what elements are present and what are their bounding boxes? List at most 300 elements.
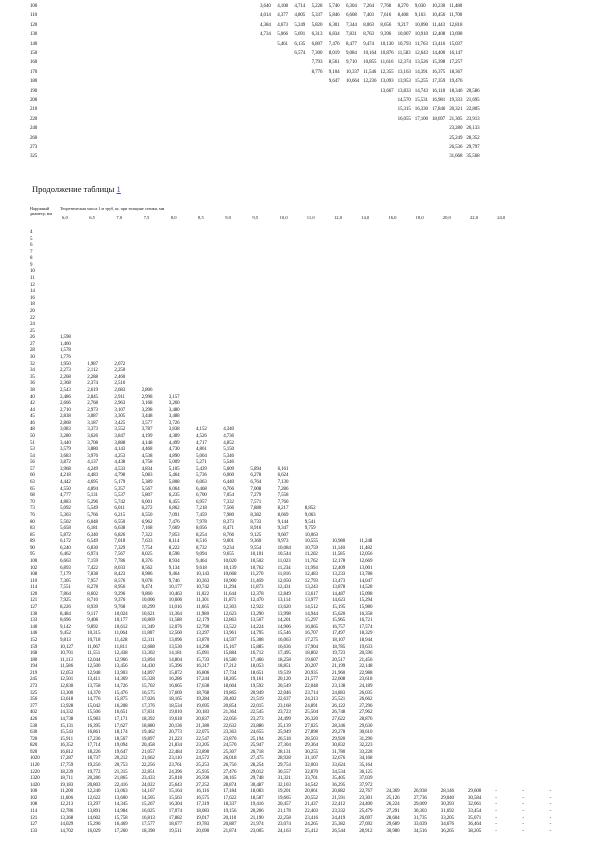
mass-cell: 25,307 (223, 749, 237, 755)
mass-cell: 18,677 (168, 822, 182, 828)
mass-cell: 29,600 (468, 789, 482, 795)
mass-cell: 16,712 (250, 651, 264, 657)
mass-cell: 25,139 (277, 723, 291, 729)
mass-cell: 15,911 (60, 736, 73, 742)
mass-cell: 2,368 (60, 381, 71, 387)
mass-cell: 7,054 (223, 493, 234, 499)
mass-cell: 8,710 (87, 598, 98, 604)
mass-cell: 13,903 (114, 670, 128, 676)
mass-cell: 12,311 (141, 637, 155, 643)
mass-cell: 23,110 (168, 756, 182, 762)
mass-cell: 14,505 (141, 795, 155, 801)
mass-cell: 13,758 (87, 684, 101, 690)
diameter-cell: 1020 (30, 756, 40, 762)
mass-cell: 10,127 (60, 644, 74, 650)
diameter-cell: 24 (30, 322, 35, 328)
mass-cell: 7,286 (277, 486, 289, 492)
mass-cell: 14,298 (196, 644, 210, 650)
mass-cell: 8,939 (87, 605, 98, 611)
mass-cell: 33,701 (304, 776, 318, 782)
mass-cell: 7,422 (87, 565, 98, 571)
diameter-cell: 102 (30, 565, 38, 571)
mass-cell: 27,736 (413, 795, 427, 801)
mass-cell: 7,669 (168, 526, 180, 532)
diameter-cell: 90 (30, 545, 35, 551)
mass-cell: 17,734 (223, 670, 237, 676)
mass-cell: 18,258 (277, 657, 291, 663)
diameter-cell: 190 (30, 88, 38, 94)
diameter-cell: 1320 (30, 776, 40, 782)
mass-cell: 15,546 (277, 631, 291, 637)
mass-cell: 10,063 (304, 532, 318, 538)
mass-cell: 23,714 (304, 690, 318, 696)
mass-cell: 26,697 (359, 815, 373, 821)
mass-cell: 5,271 (196, 460, 207, 466)
mass-cell: 22,412 (332, 802, 346, 808)
mass-cell: 18,785 (332, 644, 346, 650)
mass-cell: 5,740 (328, 4, 340, 9)
mass-cell: 15,167 (223, 644, 237, 650)
mass-cell: 10,090 (414, 22, 428, 28)
mass-cell: 23,301 (359, 795, 373, 801)
mass-cell: 18,567 (114, 736, 128, 742)
mass-cell: 21,519 (250, 697, 264, 703)
diameter-cell: 14 (30, 289, 35, 295)
mass-cell: 28,503 (304, 736, 318, 742)
top-table-row (0, 88, 595, 95)
mass-cell: 18,083 (250, 789, 264, 795)
mass-cell: 5,303 (60, 512, 71, 518)
mass-cell: 12,178 (332, 559, 346, 564)
mass-cell: 19,633 (359, 644, 373, 650)
mass-cell: 15,308 (250, 637, 264, 643)
mass-cell: 12,863 (223, 618, 237, 624)
mass-cell: 20,596 (359, 651, 373, 657)
mass-cell: 14,345 (114, 802, 128, 808)
diameter-cell: 46 (30, 420, 35, 426)
mass-cell: 5,537 (114, 493, 126, 499)
mass-cell: 18,651 (250, 670, 264, 676)
mass-cell: 29,364 (304, 743, 318, 749)
mass-cell: 9,452 (60, 631, 71, 637)
mass-cell: 15,328 (141, 677, 155, 683)
mass-cell: 10,621 (141, 611, 155, 617)
mass-cell: 17,627 (114, 723, 128, 729)
mass-cell: 1,987 (87, 361, 98, 367)
mass-cell: 16,636 (277, 644, 291, 650)
table-header (30, 204, 570, 226)
mass-cell: 6,638 (114, 526, 126, 532)
mass-cell: 25,521 (332, 697, 346, 703)
mass-cell: 32,003 (304, 762, 318, 768)
diameter-cell: 159 (30, 644, 38, 650)
mass-cell: 29,920 (332, 736, 346, 742)
mass-cell: 14,776 (87, 697, 101, 703)
mass-cell: 11,022 (196, 591, 209, 597)
mass-cell: 4,438 (114, 460, 126, 466)
mass-cell: 20,120 (277, 677, 291, 683)
mass-cell: 4,253 (114, 453, 126, 459)
mass-cell: - (522, 795, 524, 801)
mass-cell: 19,256 (87, 762, 101, 768)
mass-cell: 26,662 (359, 697, 373, 703)
mass-cell: 3,626 (87, 433, 98, 439)
table-continuation-title (32, 184, 121, 194)
mass-cell: 30,584 (468, 795, 482, 801)
mass-cell: 11,482 (359, 545, 373, 551)
mass-cell: 27,296 (359, 703, 373, 709)
mass-cell: 3,083 (60, 427, 71, 433)
mass-cell: 5,872 (60, 532, 71, 538)
mass-cell: 3,872 (60, 460, 71, 466)
mass-cell: 22,484 (168, 749, 182, 755)
mass-cell: 9,396 (380, 32, 392, 38)
mass-cell: - (549, 802, 552, 808)
mass-cell: 15,885 (250, 644, 264, 650)
mass-cell: 18,737 (87, 756, 101, 762)
mass-cell: 13,953 (397, 79, 411, 85)
mass-cell: 5,502 (60, 519, 71, 525)
mass-cell: 4,483 (87, 473, 98, 479)
mass-cell: 19,462 (141, 730, 155, 736)
mass-cell: 17,882 (168, 815, 182, 821)
mass-cell: 10,742 (196, 585, 210, 591)
mass-cell: 13,617 (304, 591, 318, 597)
mass-cell: 18,851 (277, 664, 291, 670)
mass-cell: 9,030 (414, 4, 426, 9)
mass-cell: 14,332 (60, 710, 74, 716)
mass-cell: 14,804 (168, 657, 182, 663)
mass-cell: 6,172 (60, 539, 71, 545)
mass-cell: 12,044 (87, 657, 101, 663)
mass-cell: 31,735 (413, 815, 427, 821)
mass-cell: 5,609 (223, 466, 234, 472)
mass-cell: 2,374 (87, 381, 98, 387)
mass-cell: 6,608 (346, 13, 357, 19)
mass-cell: 21,380 (196, 723, 210, 729)
mass-cell: 3,683 (60, 453, 71, 459)
mass-cell: 2,543 (60, 387, 71, 393)
mass-cell: - (522, 809, 524, 815)
mass-cell: 6,550 (114, 519, 126, 525)
mass-cell: 14,400 (432, 51, 446, 56)
mass-cell: 3,480 (168, 407, 180, 413)
mass-cell: 13,870 (196, 637, 210, 643)
mass-cell: - (495, 815, 497, 821)
mass-cell: 16,861 (87, 730, 101, 736)
diameter-cell: 38 (30, 387, 35, 393)
mass-cell: 11,583 (397, 51, 411, 56)
mass-cell: 15,872 (168, 670, 182, 676)
mass-cell: 18,226 (87, 749, 101, 755)
mass-cell: 9,655 (223, 552, 234, 558)
mass-cell: 29,797 (466, 145, 480, 150)
diameter-cell: 8 (30, 256, 33, 262)
mass-cell: 3,708 (87, 440, 98, 446)
mass-cell: 12,790 (196, 624, 210, 630)
mass-cell: 11,016 (168, 605, 182, 611)
mass-cell: 6,064 (168, 486, 180, 492)
mass-cell: 12,849 (277, 591, 291, 597)
mass-cell: 18,053 (250, 664, 264, 670)
mass-cell: 8,382 (250, 512, 262, 518)
mass-cell: 27,622 (332, 716, 346, 722)
mass-cell: - (522, 828, 524, 834)
diameter-cell: 220 (30, 116, 38, 122)
diameter-cell: 60 (30, 473, 35, 479)
mass-cell: 7,980 (223, 512, 234, 518)
mass-cell: 17,260 (114, 828, 128, 834)
mass-cell: 10,701 (60, 651, 74, 657)
mass-cell: 10,980 (332, 539, 346, 545)
mass-cell: 19,416 (250, 802, 264, 808)
mass-cell: 18,604 (223, 684, 237, 690)
mass-cell: 2,112 (87, 368, 98, 374)
diameter-cell: 7 (30, 249, 33, 255)
mass-cell: 25,643 (168, 782, 182, 788)
mass-cell: 20,837 (196, 716, 210, 722)
mass-cell: 16,580 (223, 657, 237, 663)
mass-cell: 19,094 (114, 743, 128, 749)
diameter-cell: 102 (30, 795, 38, 801)
mass-cell: 5,083 (141, 473, 153, 479)
mass-cell: 11,762 (304, 559, 318, 564)
mass-cell: 4,152 (196, 427, 207, 433)
mass-cell: 12,240 (87, 789, 101, 795)
mass-cell: 16,065 (304, 624, 318, 630)
mass-cell: 3,298 (141, 407, 153, 413)
mass-cell: 3,260 (168, 401, 180, 407)
mass-cell: 18,711 (60, 776, 73, 782)
thickness-header: 8,5 (198, 215, 204, 220)
mass-cell: 19,511 (168, 828, 182, 834)
mass-cell: 14,602 (87, 815, 101, 821)
diameter-cell: 5 (30, 236, 33, 242)
mass-cell: - (549, 789, 552, 795)
mass-cell: 10,910 (414, 32, 428, 38)
diameter-cell: 26 (30, 335, 35, 341)
mass-cell: - (522, 822, 524, 828)
diameter-cell: 50 (30, 433, 35, 439)
mass-cell: 7,786 (114, 559, 126, 564)
mass-cell: 10,759 (304, 545, 318, 551)
table-reference-link[interactable]: 1 (116, 184, 121, 194)
diameter-cell: 85 (30, 532, 35, 538)
mass-cell: 10,130 (380, 41, 394, 47)
mass-cell: 26,748 (332, 710, 346, 716)
mass-cell: 5,546 (223, 460, 234, 466)
mass-cell: 2,838 (60, 414, 71, 420)
mass-cell: 11,807 (141, 631, 155, 637)
mass-cell: 3,168 (141, 401, 153, 407)
mass-cell: 13,600 (114, 795, 128, 801)
mass-cell: 13,416 (432, 41, 446, 47)
mass-cell: 9,117 (87, 611, 98, 617)
mass-cell: 25,194 (250, 736, 264, 742)
mass-cell: 9,408 (87, 618, 98, 624)
diameter-cell: 152 (30, 637, 38, 643)
mass-cell: 4,736 (223, 433, 234, 439)
mass-cell: 9,084 (346, 51, 357, 56)
mass-cell: 3,579 (60, 447, 71, 453)
mass-cell: 23,886 (250, 723, 264, 729)
top-table-row (0, 116, 595, 123)
mass-cell: 13,891 (87, 809, 101, 815)
mass-cell: 8,033 (114, 565, 126, 571)
thickness-header: 14,0 (361, 215, 370, 220)
mass-cell: 23,618 (359, 677, 373, 683)
mass-cell: 9,759 (304, 526, 316, 532)
thickness-header: 9,5 (252, 215, 259, 220)
mass-cell: 5,296 (87, 499, 98, 505)
mass-cell: 7,459 (196, 512, 207, 518)
mass-cell: 35,405 (332, 776, 346, 782)
mass-cell: 13,233 (332, 572, 346, 578)
diameter-cell: 920 (30, 749, 38, 755)
mass-cell: 29,278 (332, 730, 346, 736)
mass-cell: 22,056 (223, 716, 237, 722)
mass-cell: 19,897 (141, 736, 155, 742)
mass-cell: 15,758 (114, 815, 128, 821)
mass-cell: 17,244 (196, 677, 210, 683)
mass-cell: 10,668 (223, 572, 237, 578)
mass-cell: 36,295 (332, 782, 346, 788)
mass-cell: 8,656 (380, 22, 392, 28)
mass-cell: 6,468 (196, 486, 207, 492)
diameter-cell: 1120 (30, 762, 40, 768)
mass-cell: 7,403 (363, 13, 374, 19)
mass-cell: 25,018 (168, 776, 182, 782)
mass-cell: 7,831 (346, 32, 357, 38)
mass-cell: 9,768 (114, 605, 126, 611)
mass-cell: 12,688 (141, 644, 155, 650)
mass-cell: 22,416 (114, 782, 128, 788)
thickness-header: 10,0 (279, 215, 288, 220)
mass-cell: 13,063 (114, 789, 128, 795)
top-table-row (0, 135, 595, 142)
mass-cell: 11,994 (304, 565, 318, 571)
diameter-cell: 150 (30, 51, 38, 56)
mass-cell: - (495, 809, 497, 815)
mass-cell: 17,074 (168, 809, 182, 815)
mass-cell: 4,249 (87, 466, 98, 472)
mass-cell: 14,487 (332, 591, 346, 597)
mass-cell: 32,061 (468, 802, 482, 808)
diameter-cell: 273 (30, 145, 38, 150)
mass-cell: 14,512 (304, 605, 318, 611)
mass-cell: 28,352 (466, 135, 480, 141)
thickness-header: 20,0 (442, 215, 451, 220)
mass-cell: 24,265 (304, 822, 318, 828)
mass-cell: 5,464 (168, 473, 180, 479)
mass-cell: 1,776 (60, 355, 71, 361)
mass-cell: 16,375 (432, 69, 446, 75)
mass-cell: 6,301 (328, 22, 340, 28)
mass-cell: 23,332 (332, 809, 346, 815)
mass-cell: 13,530 (168, 644, 182, 650)
mass-cell: 16,116 (196, 789, 209, 795)
mass-cell: 36,125 (359, 769, 373, 775)
diameter-cell: 1220 (30, 769, 40, 775)
diameter-cell: 110 (30, 13, 38, 19)
mass-cell: 4,758 (141, 460, 153, 466)
mass-cell: 5,004 (196, 453, 207, 459)
mass-cell: 16,665 (168, 684, 182, 690)
mass-cell: 2,998 (141, 394, 153, 400)
mass-cell: 5,820 (311, 22, 323, 28)
mass-cell: 29,040 (440, 795, 454, 801)
mass-cell: 26,718 (250, 749, 264, 755)
mass-cell: 9,001 (223, 539, 234, 545)
mass-cell: 7,322 (141, 532, 153, 538)
mass-cell: 6,278 (250, 473, 262, 479)
mass-cell: 29,009 (413, 802, 427, 808)
mass-cell: 21,874 (223, 828, 237, 834)
thickness-header: 8,0 (170, 215, 177, 220)
mass-cell: 9,710 (346, 60, 357, 66)
diameter-cell: 48 (30, 427, 35, 433)
thickness-header: 7,5 (143, 215, 150, 220)
mass-cell: 14,795 (250, 631, 264, 637)
mass-cell: 2,486 (60, 394, 71, 400)
mass-cell: 23,138 (332, 684, 346, 690)
mass-cell: 11,763 (414, 41, 428, 47)
diameter-cell: 168 (30, 651, 38, 657)
mass-cell: 36,265 (440, 828, 454, 834)
mass-cell: 3,107 (114, 407, 126, 413)
mass-cell: 8,934 (168, 559, 180, 564)
mass-cell: 7,305 (60, 578, 71, 584)
mass-cell: 17,577 (141, 822, 155, 828)
diameter-cell: 245 (30, 677, 38, 683)
mass-cell: 16,812 (60, 749, 74, 755)
thickness-header: 18,0 (415, 215, 424, 220)
mass-cell: 16,707 (304, 631, 318, 637)
mass-cell: 24,499 (277, 716, 291, 722)
mass-cell: 12,470 (250, 598, 264, 604)
mass-cell: 17,287 (60, 756, 74, 762)
mass-cell: 13,928 (60, 703, 74, 709)
mass-cell: 20,949 (250, 690, 264, 696)
diameter-cell: 127 (30, 605, 38, 611)
mass-cell: 27,252 (196, 782, 210, 788)
mass-cell: 20,206 (250, 809, 264, 815)
top-table-row (0, 31, 595, 38)
mass-cell: 12,501 (60, 677, 74, 683)
mass-cell: 5,346 (223, 453, 234, 459)
mass-cell: 14,984 (114, 809, 128, 815)
mass-cell: 2,268 (60, 374, 71, 380)
diameter-cell: 10 (30, 269, 35, 275)
mass-cell: 10,855 (363, 60, 377, 66)
mass-cell: 11,294 (223, 585, 237, 591)
mass-cell: 10,606 (168, 598, 182, 604)
mass-cell: 7,571 (250, 499, 262, 505)
mass-cell: 15,131 (60, 723, 74, 729)
mass-cell: 9,078 (141, 578, 153, 584)
mass-cell: 5,179 (114, 480, 126, 486)
diameter-cell: 200 (30, 98, 38, 103)
mass-cell: 6,862 (168, 506, 180, 512)
mass-cell: 6,240 (60, 545, 71, 551)
mass-cell: 8,408 (397, 13, 409, 19)
mass-cell: 3,552 (114, 427, 126, 433)
diameter-cell: 95 (30, 552, 35, 558)
mass-cell: 7,091 (168, 512, 180, 518)
mass-cell: 8,852 (304, 506, 316, 512)
mass-cell: 9,142 (60, 624, 71, 630)
mass-cell: 14,623 (332, 598, 346, 604)
